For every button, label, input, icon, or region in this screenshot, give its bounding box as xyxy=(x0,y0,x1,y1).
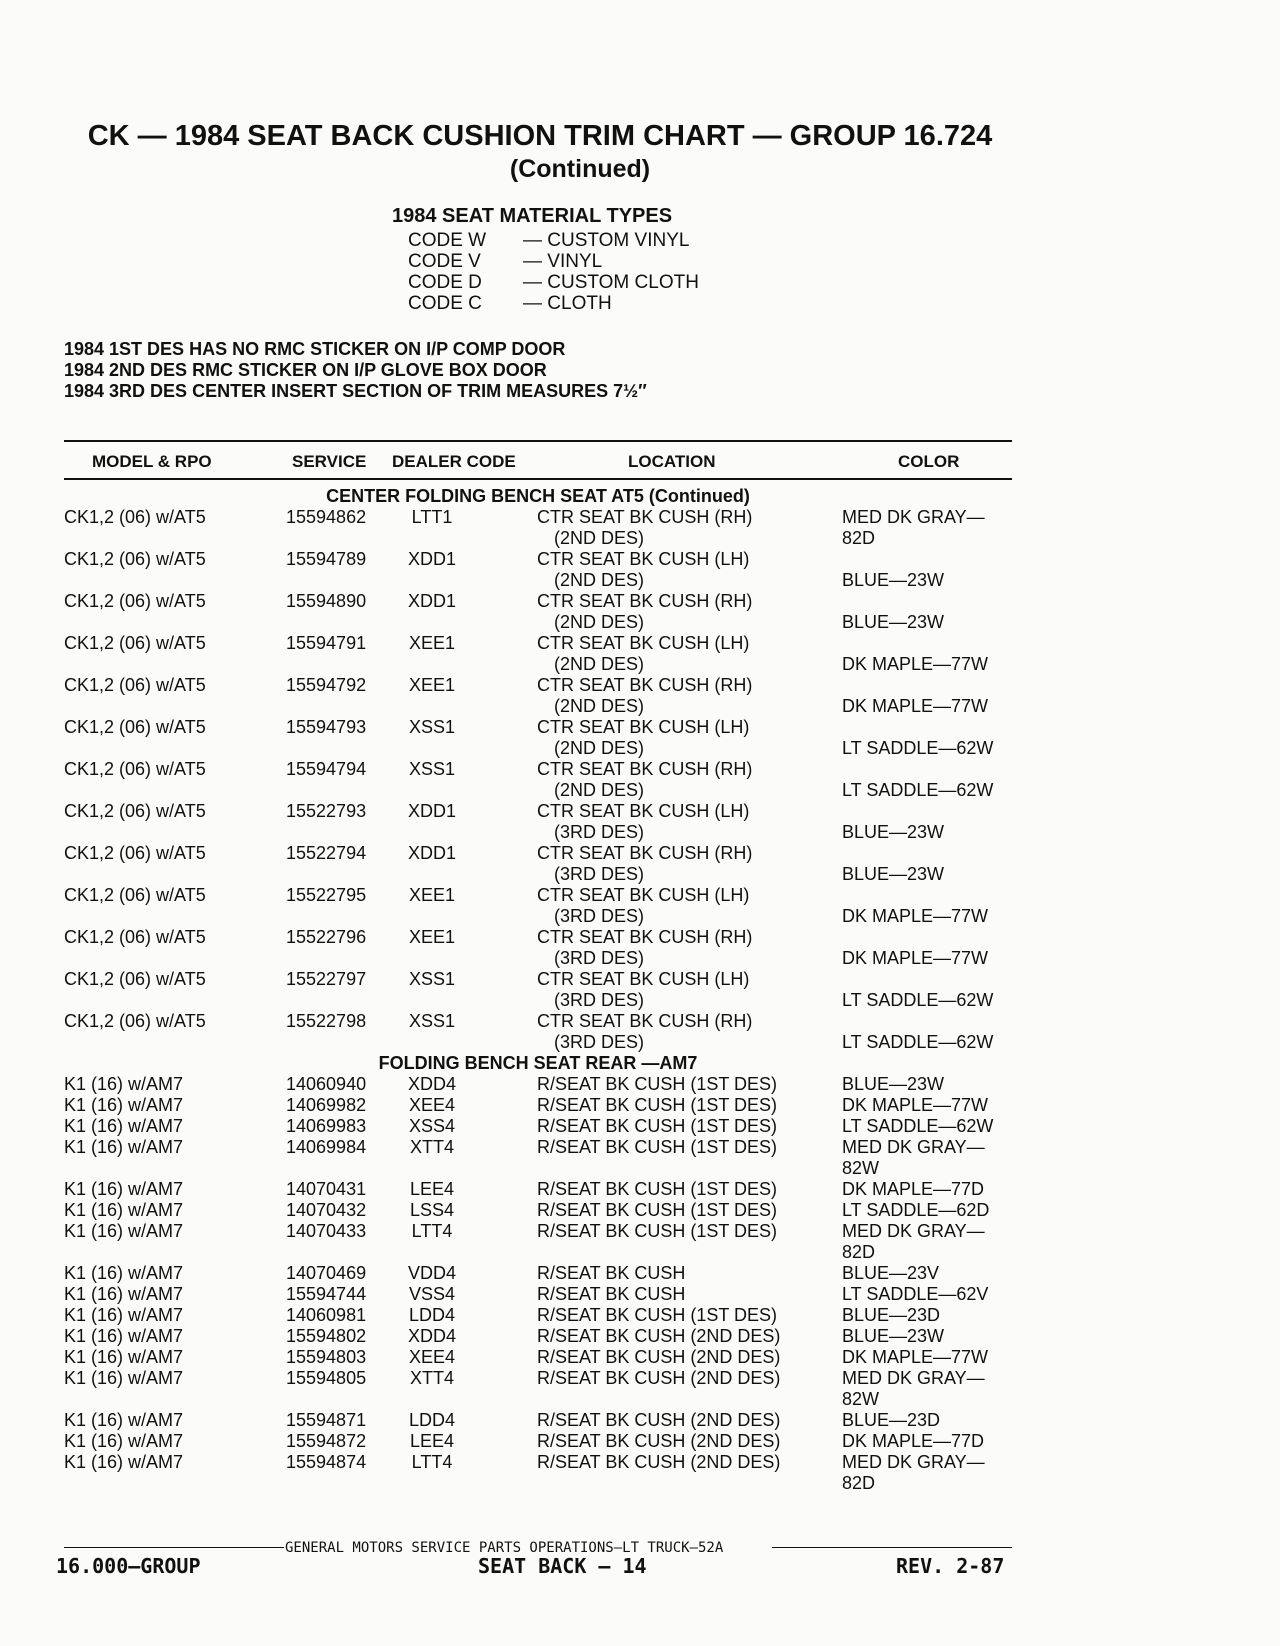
cell-service: 14069982 xyxy=(286,1095,367,1115)
col-header-model: MODEL & RPO xyxy=(92,452,212,471)
footer-rule-right xyxy=(772,1547,1012,1548)
cell-location xyxy=(537,1452,780,1473)
cell-color: BLUE—23W xyxy=(842,612,945,632)
location-line: R/SEAT BK CUSH (1ST DES) xyxy=(537,1305,778,1325)
table-row xyxy=(64,1011,1012,1053)
cell-color: LT SADDLE—62W xyxy=(842,780,994,800)
table-row xyxy=(64,549,1012,591)
table-row xyxy=(64,1116,1012,1137)
cell-location xyxy=(537,1263,685,1284)
material-desc: — VINYL xyxy=(523,251,603,272)
location-line: CTR SEAT BK CUSH (RH) xyxy=(537,591,753,611)
location-line: CTR SEAT BK CUSH (LH) xyxy=(537,717,750,737)
location-design: (3RD DES) xyxy=(554,906,645,926)
cell-model: K1 (16) w/AM7 xyxy=(64,1221,184,1241)
cell-model: K1 (16) w/AM7 xyxy=(64,1305,184,1325)
cell-service: 15594890 xyxy=(286,591,367,611)
cell-model: K1 (16) w/AM7 xyxy=(64,1326,184,1346)
cell-dealer-code: XDD1 xyxy=(407,549,456,569)
material-code: CODE D xyxy=(408,272,482,293)
table-header-rule xyxy=(64,478,1012,480)
cell-model: CK1,2 (06) w/AT5 xyxy=(64,675,206,695)
cell-service: 15522796 xyxy=(286,927,367,947)
cell-color: LT SADDLE—62V xyxy=(842,1284,989,1304)
section-header: CENTER FOLDING BENCH SEAT AT5 (Continued) xyxy=(326,486,750,506)
cell-model: K1 (16) w/AM7 xyxy=(64,1095,184,1115)
cell-service: 14070431 xyxy=(286,1179,367,1199)
cell-dealer-code: XSS1 xyxy=(408,717,456,737)
cell-model: CK1,2 (06) w/AT5 xyxy=(64,591,206,611)
table-row xyxy=(64,1452,1012,1494)
location-line: CTR SEAT BK CUSH (RH) xyxy=(537,759,753,779)
materials-list xyxy=(408,230,699,314)
cell-service: 14070432 xyxy=(286,1200,367,1220)
cell-location xyxy=(537,801,749,843)
material-item xyxy=(408,251,699,272)
cell-service: 15594794 xyxy=(286,759,367,779)
cell-color: BLUE—23W xyxy=(842,1074,945,1094)
table-row xyxy=(64,507,1012,549)
cell-location xyxy=(537,759,752,801)
location-line: R/SEAT BK CUSH (1ST DES) xyxy=(537,1137,778,1157)
location-line: CTR SEAT BK CUSH (RH) xyxy=(537,1011,753,1031)
table-row xyxy=(64,1347,1012,1368)
cell-color: LT SADDLE—62W xyxy=(842,738,994,758)
table-row xyxy=(64,969,1012,1011)
cell-model: K1 (16) w/AM7 xyxy=(64,1347,184,1367)
material-code: CODE C xyxy=(408,293,482,314)
cell-dealer-code: XTT4 xyxy=(409,1137,454,1157)
cell-dealer-code: XTT4 xyxy=(409,1368,454,1388)
cell-location xyxy=(537,969,749,1011)
cell-dealer-code: XDD1 xyxy=(407,801,456,821)
location-line: R/SEAT BK CUSH (1ST DES) xyxy=(537,1116,778,1136)
table-row xyxy=(64,1095,1012,1116)
cell-dealer-code: XEE1 xyxy=(408,885,456,905)
page-subtitle: (Continued) xyxy=(509,155,651,183)
cell-location xyxy=(537,927,752,969)
cell-location xyxy=(537,1116,777,1137)
cell-location xyxy=(537,1095,777,1116)
materials-heading: 1984 SEAT MATERIAL TYPES xyxy=(392,205,673,227)
table-row xyxy=(64,1263,1012,1284)
location-line: R/SEAT BK CUSH (1ST DES) xyxy=(537,1095,778,1115)
cell-location xyxy=(537,885,749,927)
cell-service: 15522793 xyxy=(286,801,367,821)
cell-dealer-code: XEE1 xyxy=(408,675,456,695)
cell-dealer-code: LDD4 xyxy=(408,1305,456,1325)
location-line: CTR SEAT BK CUSH (LH) xyxy=(537,969,750,989)
location-line: R/SEAT BK CUSH (2ND DES) xyxy=(537,1410,781,1430)
location-design: (3RD DES) xyxy=(554,1032,645,1052)
cell-dealer-code: XSS4 xyxy=(408,1116,456,1136)
page-title: CK — 1984 SEAT BACK CUSHION TRIM CHART — GROUP 16.724 xyxy=(87,120,993,152)
cell-color: LT SADDLE—62D xyxy=(842,1200,990,1220)
location-line: CTR SEAT BK CUSH (LH) xyxy=(537,885,750,905)
cell-location xyxy=(537,1326,780,1347)
location-line: R/SEAT BK CUSH xyxy=(537,1263,686,1283)
cell-service: 14069984 xyxy=(286,1137,367,1157)
location-line: CTR SEAT BK CUSH (LH) xyxy=(537,633,750,653)
cell-location xyxy=(537,591,752,633)
cell-model: K1 (16) w/AM7 xyxy=(64,1452,184,1472)
cell-color: MED DK GRAY—82D xyxy=(842,1221,985,1262)
cell-dealer-code: XEE4 xyxy=(408,1095,456,1115)
cell-color: LT SADDLE—62W xyxy=(842,1032,994,1052)
cell-service: 15594791 xyxy=(286,633,367,653)
cell-color: BLUE—23D xyxy=(842,1305,941,1325)
table-row xyxy=(64,759,1012,801)
material-item xyxy=(408,293,699,314)
location-design: (2ND DES) xyxy=(554,528,645,548)
cell-location xyxy=(537,1347,780,1368)
cell-color: MED DK GRAY—82D xyxy=(842,1452,985,1493)
col-header-dealer: DEALER CODE xyxy=(392,452,516,471)
cell-color: DK MAPLE—77D xyxy=(842,1431,985,1451)
table-row xyxy=(64,1326,1012,1347)
location-design: (3RD DES) xyxy=(554,822,645,842)
location-design: (2ND DES) xyxy=(554,696,645,716)
cell-model: K1 (16) w/AM7 xyxy=(64,1263,184,1283)
cell-color: BLUE—23W xyxy=(842,1326,945,1346)
cell-model: CK1,2 (06) w/AT5 xyxy=(64,507,206,527)
cell-model: CK1,2 (06) w/AT5 xyxy=(64,969,206,989)
location-line: R/SEAT BK CUSH (2ND DES) xyxy=(537,1431,781,1451)
cell-dealer-code: LEE4 xyxy=(409,1179,455,1199)
cell-dealer-code: XSS1 xyxy=(408,759,456,779)
location-line: CTR SEAT BK CUSH (LH) xyxy=(537,549,750,569)
cell-model: CK1,2 (06) w/AT5 xyxy=(64,759,206,779)
cell-location xyxy=(537,1200,777,1221)
cell-service: 14060981 xyxy=(286,1305,367,1325)
cell-service: 14070469 xyxy=(286,1263,367,1283)
footer-group: 16.000—GROUP xyxy=(56,1554,201,1578)
table-row xyxy=(64,675,1012,717)
cell-model: K1 (16) w/AM7 xyxy=(64,1431,184,1451)
cell-location xyxy=(537,1221,777,1242)
cell-color: MED DK GRAY—82W xyxy=(842,1368,985,1409)
cell-service: 15594793 xyxy=(286,717,367,737)
cell-model: CK1,2 (06) w/AT5 xyxy=(64,633,206,653)
material-item xyxy=(408,230,699,251)
cell-service: 15594871 xyxy=(286,1410,367,1430)
cell-location xyxy=(537,675,752,717)
location-design: (3RD DES) xyxy=(554,948,645,968)
col-header-location: LOCATION xyxy=(628,452,716,471)
cell-dealer-code: XDD1 xyxy=(407,591,456,611)
location-line: R/SEAT BK CUSH xyxy=(537,1284,686,1304)
location-design: (2ND DES) xyxy=(554,780,645,800)
cell-dealer-code: XDD4 xyxy=(407,1326,456,1346)
material-code: CODE W xyxy=(408,230,487,251)
table-row xyxy=(64,717,1012,759)
cell-service: 15594862 xyxy=(286,507,367,527)
cell-color: BLUE—23V xyxy=(842,1263,940,1283)
cell-location xyxy=(537,1284,685,1305)
cell-model: K1 (16) w/AM7 xyxy=(64,1284,184,1304)
cell-model: CK1,2 (06) w/AT5 xyxy=(64,927,206,947)
cell-model: CK1,2 (06) w/AT5 xyxy=(64,1011,206,1031)
cell-color: LT SADDLE—62W xyxy=(842,990,994,1010)
cell-color: MED DK GRAY—82W xyxy=(842,1137,985,1178)
cell-dealer-code: XDD4 xyxy=(407,1074,456,1094)
footer-page: SEAT BACK — 14 xyxy=(478,1554,647,1578)
cell-service: 14070433 xyxy=(286,1221,367,1241)
material-desc: — CUSTOM VINYL xyxy=(523,230,690,251)
cell-dealer-code: XEE1 xyxy=(408,633,456,653)
location-line: R/SEAT BK CUSH (2ND DES) xyxy=(537,1326,781,1346)
cell-dealer-code: LDD4 xyxy=(408,1410,456,1430)
cell-service: 15522794 xyxy=(286,843,367,863)
cell-location xyxy=(537,1179,777,1200)
cell-dealer-code: XEE1 xyxy=(408,927,456,947)
location-line: CTR SEAT BK CUSH (RH) xyxy=(537,927,753,947)
footer-rev: REV. 2-87 xyxy=(896,1554,1005,1578)
location-design: (3RD DES) xyxy=(554,990,645,1010)
cell-service: 15594805 xyxy=(286,1368,367,1388)
footer-rule-left xyxy=(64,1547,284,1548)
location-line: R/SEAT BK CUSH (1ST DES) xyxy=(537,1179,778,1199)
section-header: FOLDING BENCH SEAT REAR —AM7 xyxy=(378,1053,698,1073)
cell-location xyxy=(537,1137,777,1158)
table-row xyxy=(64,633,1012,675)
cell-model: K1 (16) w/AM7 xyxy=(64,1074,184,1094)
table-row xyxy=(64,1179,1012,1200)
table-row xyxy=(64,1410,1012,1431)
table-row xyxy=(64,885,1012,927)
cell-color: BLUE—23W xyxy=(842,864,945,884)
cell-color: DK MAPLE—77W xyxy=(842,654,989,674)
location-line: R/SEAT BK CUSH (1ST DES) xyxy=(537,1200,778,1220)
cell-color: DK MAPLE—77W xyxy=(842,906,989,926)
design-note: 1984 3RD DES CENTER INSERT SECTION OF TRIM MEASURES 7½″ xyxy=(64,381,647,401)
cell-location xyxy=(537,549,749,591)
design-note: 1984 1ST DES HAS NO RMC STICKER ON I/P COMP DOOR xyxy=(64,339,566,359)
material-desc: — CLOTH xyxy=(523,293,612,314)
location-line: CTR SEAT BK CUSH (RH) xyxy=(537,675,753,695)
cell-service: 15594744 xyxy=(286,1284,367,1304)
cell-model: CK1,2 (06) w/AT5 xyxy=(64,885,206,905)
table-row xyxy=(64,1305,1012,1326)
location-design: (2ND DES) xyxy=(554,612,645,632)
cell-dealer-code: VDD4 xyxy=(407,1263,456,1283)
table-row xyxy=(64,801,1012,843)
cell-location xyxy=(537,1410,780,1431)
location-design: (2ND DES) xyxy=(554,570,645,590)
cell-color: DK MAPLE—77W xyxy=(842,696,989,716)
table-row xyxy=(64,1368,1012,1410)
location-line: R/SEAT BK CUSH (1ST DES) xyxy=(537,1074,778,1094)
cell-location xyxy=(537,843,752,885)
table-row xyxy=(64,1200,1012,1221)
material-desc: — CUSTOM CLOTH xyxy=(523,272,699,293)
location-line: R/SEAT BK CUSH (2ND DES) xyxy=(537,1452,781,1472)
location-design: (3RD DES) xyxy=(554,864,645,884)
cell-dealer-code: XDD1 xyxy=(407,843,456,863)
cell-color: BLUE—23W xyxy=(842,822,945,842)
cell-service: 15522795 xyxy=(286,885,367,905)
table-row xyxy=(64,591,1012,633)
cell-color: LT SADDLE—62W xyxy=(842,1116,994,1136)
location-design: (2ND DES) xyxy=(554,738,645,758)
cell-color: BLUE—23D xyxy=(842,1410,941,1430)
cell-service: 14060940 xyxy=(286,1074,367,1094)
location-design: (2ND DES) xyxy=(554,654,645,674)
cell-model: K1 (16) w/AM7 xyxy=(64,1179,184,1199)
material-item xyxy=(408,272,699,293)
design-notes xyxy=(64,339,647,402)
cell-color: MED DK GRAY—82D xyxy=(842,507,985,548)
cell-model: K1 (16) w/AM7 xyxy=(64,1410,184,1430)
cell-service: 15522798 xyxy=(286,1011,367,1031)
cell-location xyxy=(537,1431,780,1452)
cell-service: 15594874 xyxy=(286,1452,367,1472)
table-top-rule xyxy=(64,440,1012,442)
cell-dealer-code: LTT1 xyxy=(411,507,453,527)
cell-location xyxy=(537,633,749,675)
cell-model: K1 (16) w/AM7 xyxy=(64,1368,184,1388)
cell-dealer-code: LEE4 xyxy=(409,1431,455,1451)
cell-model: CK1,2 (06) w/AT5 xyxy=(64,843,206,863)
cell-model: CK1,2 (06) w/AT5 xyxy=(64,717,206,737)
cell-dealer-code: LTT4 xyxy=(411,1221,453,1241)
cell-model: K1 (16) w/AM7 xyxy=(64,1116,184,1136)
cell-location xyxy=(537,507,752,549)
parts-table xyxy=(64,486,1012,1494)
table-row xyxy=(64,1221,1012,1263)
location-line: CTR SEAT BK CUSH (RH) xyxy=(537,843,753,863)
cell-service: 14069983 xyxy=(286,1116,367,1136)
footer-ops: GENERAL MOTORS SERVICE PARTS OPERATIONS—LT TRUCK—52A xyxy=(285,1540,724,1556)
cell-dealer-code: LSS4 xyxy=(409,1200,455,1220)
cell-service: 15594803 xyxy=(286,1347,367,1367)
cell-model: K1 (16) w/AM7 xyxy=(64,1200,184,1220)
cell-service: 15594792 xyxy=(286,675,367,695)
location-line: R/SEAT BK CUSH (1ST DES) xyxy=(537,1221,778,1241)
col-header-color: COLOR xyxy=(898,452,960,471)
cell-model: K1 (16) w/AM7 xyxy=(64,1137,184,1157)
cell-dealer-code: XSS1 xyxy=(408,1011,456,1031)
cell-color: DK MAPLE—77W xyxy=(842,1095,989,1115)
location-line: R/SEAT BK CUSH (2ND DES) xyxy=(537,1368,781,1388)
cell-dealer-code: XEE4 xyxy=(408,1347,456,1367)
cell-color: DK MAPLE—77D xyxy=(842,1179,985,1199)
location-line: CTR SEAT BK CUSH (LH) xyxy=(537,801,750,821)
cell-dealer-code: LTT4 xyxy=(411,1452,453,1472)
table-row xyxy=(64,1431,1012,1452)
cell-service: 15594802 xyxy=(286,1326,367,1346)
cell-location xyxy=(537,1074,777,1095)
location-line: R/SEAT BK CUSH (2ND DES) xyxy=(537,1347,781,1367)
cell-model: CK1,2 (06) w/AT5 xyxy=(64,549,206,569)
col-header-service: SERVICE xyxy=(292,452,367,471)
material-code: CODE V xyxy=(408,251,481,272)
cell-color: BLUE—23W xyxy=(842,570,945,590)
design-note: 1984 2ND DES RMC STICKER ON I/P GLOVE BOX DOOR xyxy=(64,360,547,380)
cell-dealer-code: VSS4 xyxy=(408,1284,456,1304)
cell-location xyxy=(537,1305,777,1326)
cell-location xyxy=(537,1011,752,1053)
location-line: CTR SEAT BK CUSH (RH) xyxy=(537,507,753,527)
table-row xyxy=(64,927,1012,969)
cell-color: DK MAPLE—77W xyxy=(842,1347,989,1367)
cell-service: 15594872 xyxy=(286,1431,367,1451)
cell-location xyxy=(537,1368,780,1389)
table-row xyxy=(64,1074,1012,1095)
table-row xyxy=(64,843,1012,885)
table-row xyxy=(64,1284,1012,1305)
cell-service: 15594789 xyxy=(286,549,367,569)
cell-service: 15522797 xyxy=(286,969,367,989)
cell-location xyxy=(537,717,749,759)
cell-dealer-code: XSS1 xyxy=(408,969,456,989)
cell-color: DK MAPLE—77W xyxy=(842,948,989,968)
table-row xyxy=(64,1137,1012,1179)
cell-model: CK1,2 (06) w/AT5 xyxy=(64,801,206,821)
